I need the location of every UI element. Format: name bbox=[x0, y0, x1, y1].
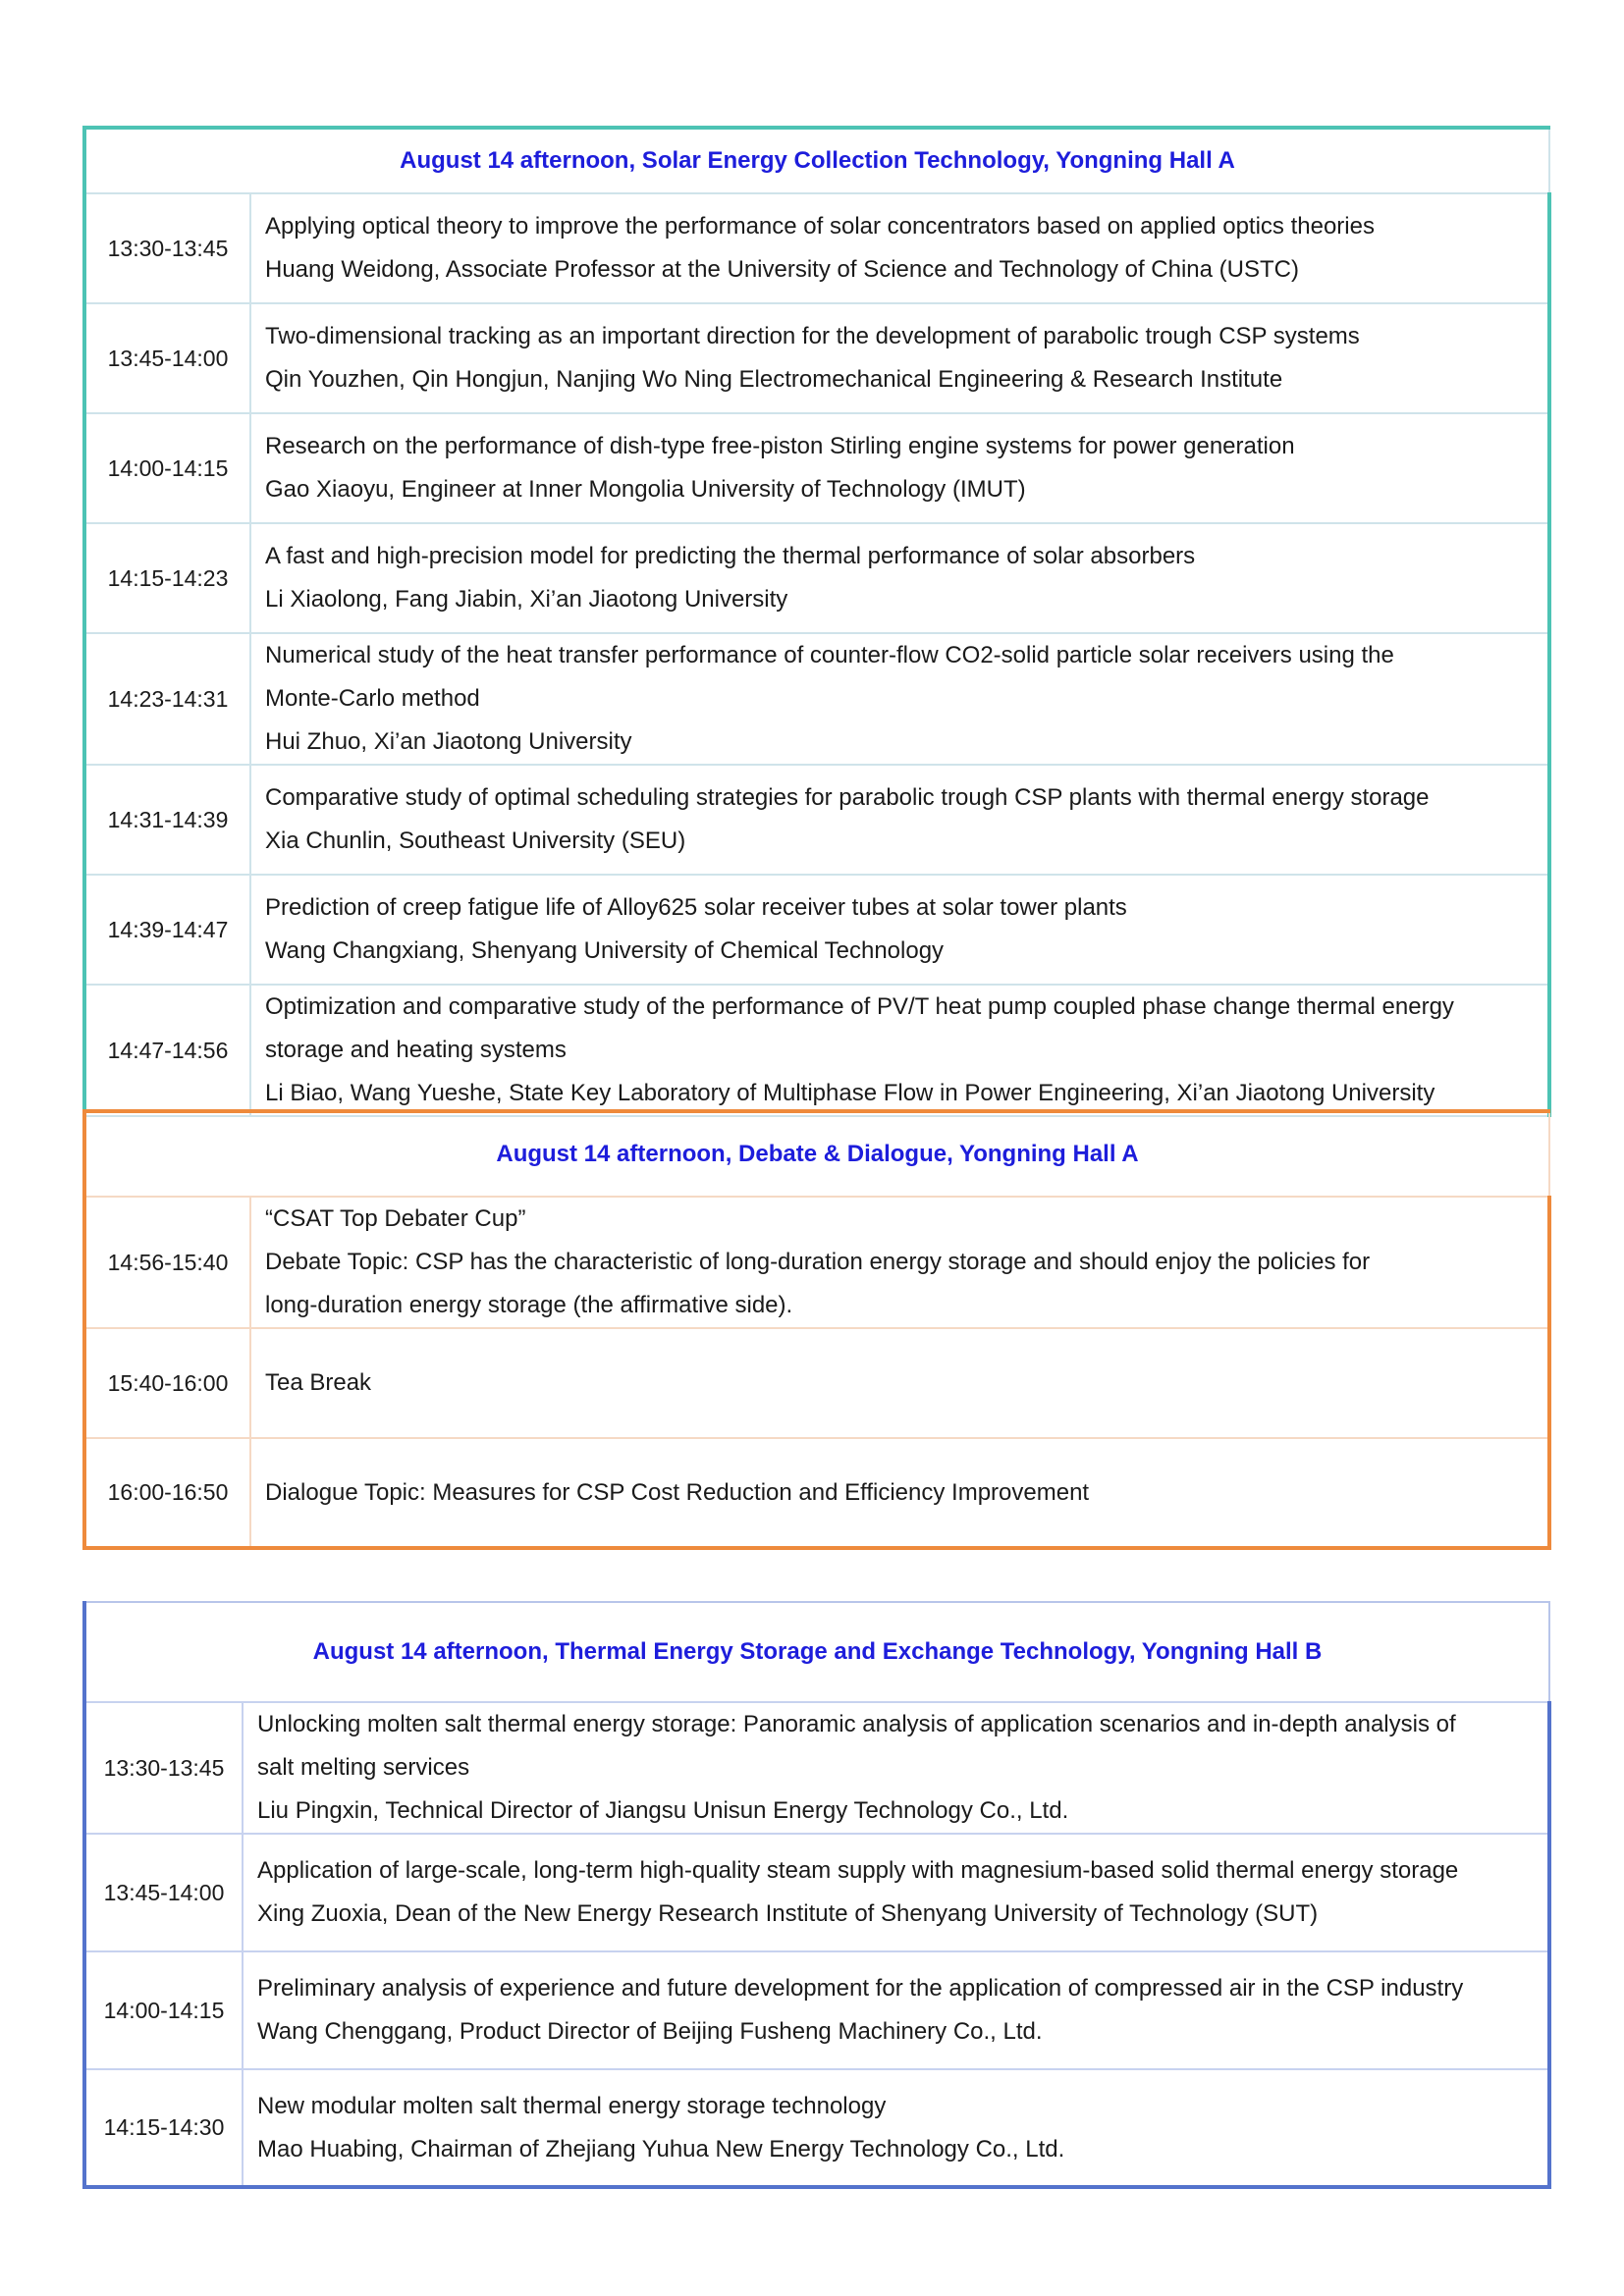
talk-speaker: Gao Xiaoyu, Engineer at Inner Mongolia University of Technology (IMUT) bbox=[265, 476, 1026, 503]
time-slot: 13:45-14:00 bbox=[84, 1834, 243, 1951]
table-row bbox=[84, 1328, 1549, 1438]
table-row bbox=[84, 633, 1549, 765]
time-slot: 14:47-14:56 bbox=[84, 985, 250, 1116]
talk-description bbox=[250, 413, 1549, 523]
talk-title-continued: storage and heating systems bbox=[265, 1037, 567, 1063]
talk-description bbox=[250, 875, 1549, 985]
time-slot: 16:00-16:50 bbox=[84, 1438, 250, 1548]
time-slot: 14:15-14:23 bbox=[84, 523, 250, 633]
talk-title: Application of large-scale, long-term high-quality steam supply with magnesium-based solid thermal energy storage bbox=[257, 1857, 1459, 1884]
table-row bbox=[84, 2069, 1549, 2187]
talk-title-continued: Monte-Carlo method bbox=[265, 685, 480, 712]
session-header-row bbox=[84, 1602, 1549, 1702]
talk-title: Two-dimensional tracking as an important direction for the development of parabolic trough CSP systems bbox=[265, 323, 1360, 349]
break-label: Tea Break bbox=[265, 1369, 372, 1396]
debate-topic-continued: long-duration energy storage (the affirmative side). bbox=[265, 1292, 793, 1318]
time-slot: 14:15-14:30 bbox=[84, 2069, 243, 2187]
talk-speaker: Wang Changxiang, Shenyang University of Chemical Technology bbox=[265, 937, 945, 964]
time-slot: 14:00-14:15 bbox=[84, 413, 250, 523]
talk-speaker: Li Biao, Wang Yueshe, State Key Laboratory of Multiphase Flow in Power Engineering, Xi’an Jiaotong University bbox=[265, 1080, 1435, 1106]
talk-description bbox=[250, 633, 1549, 765]
talk-description bbox=[250, 1328, 1549, 1438]
table-row bbox=[84, 875, 1549, 985]
talk-description bbox=[250, 303, 1549, 413]
table-row bbox=[84, 303, 1549, 413]
table-row bbox=[84, 1197, 1549, 1328]
talk-title: Numerical study of the heat transfer performance of counter-flow CO2-solid particle solar receivers using the bbox=[265, 642, 1394, 668]
table-row bbox=[84, 523, 1549, 633]
time-slot: 15:40-16:00 bbox=[84, 1328, 250, 1438]
table-row bbox=[84, 1834, 1549, 1951]
talk-speaker: Wang Chenggang, Product Director of Beijing Fusheng Machinery Co., Ltd. bbox=[257, 2018, 1043, 2045]
table-row bbox=[84, 193, 1549, 303]
time-slot: 13:45-14:00 bbox=[84, 303, 250, 413]
table-row bbox=[84, 1951, 1549, 2069]
talk-title: Applying optical theory to improve the performance of solar concentrators based on applied optics theories bbox=[265, 213, 1375, 240]
talk-speaker: Xing Zuoxia, Dean of the New Energy Research Institute of Shenyang University of Technology (SUT) bbox=[257, 1900, 1319, 1927]
time-slot: 13:30-13:45 bbox=[84, 193, 250, 303]
session-title: August 14 afternoon, Solar Energy Collection Technology, Yongning Hall A bbox=[84, 128, 1549, 193]
talk-title: Comparative study of optimal scheduling strategies for parabolic trough CSP plants with thermal energy storage bbox=[265, 784, 1430, 811]
session-title: August 14 afternoon, Debate & Dialogue, Yongning Hall A bbox=[84, 1111, 1549, 1197]
talk-title-continued: salt melting services bbox=[257, 1754, 470, 1781]
session-table-solar-collection bbox=[82, 126, 1551, 1117]
table-row bbox=[84, 765, 1549, 875]
talk-speaker: Qin Youzhen, Qin Hongjun, Nanjing Wo Ning Electromechanical Engineering & Research Institute bbox=[265, 366, 1283, 393]
talk-description bbox=[243, 2069, 1549, 2187]
time-slot: 14:39-14:47 bbox=[84, 875, 250, 985]
talk-speaker: Hui Zhuo, Xi’an Jiaotong University bbox=[265, 728, 632, 755]
time-slot: 14:31-14:39 bbox=[84, 765, 250, 875]
talk-description bbox=[250, 1197, 1549, 1328]
table-row bbox=[84, 1438, 1549, 1548]
talk-description bbox=[250, 985, 1549, 1116]
dialogue-topic: Dialogue Topic: Measures for CSP Cost Reduction and Efficiency Improvement bbox=[265, 1478, 1090, 1506]
talk-title: A fast and high-precision model for predicting the thermal performance of solar absorbers bbox=[265, 543, 1196, 569]
talk-speaker: Liu Pingxin, Technical Director of Jiangsu Unisun Energy Technology Co., Ltd. bbox=[257, 1797, 1069, 1824]
talk-title: Prediction of creep fatigue life of Alloy625 solar receiver tubes at solar tower plants bbox=[265, 894, 1127, 921]
talk-description bbox=[243, 1702, 1549, 1834]
talk-description bbox=[250, 765, 1549, 875]
session-table-debate-dialogue bbox=[82, 1109, 1551, 1550]
table-row bbox=[84, 1702, 1549, 1834]
talk-title: Research on the performance of dish-type free-piston Stirling engine systems for power generation bbox=[265, 433, 1295, 459]
talk-description bbox=[243, 1951, 1549, 2069]
session-header-row bbox=[84, 1111, 1549, 1197]
talk-speaker: Xia Chunlin, Southeast University (SEU) bbox=[265, 828, 686, 854]
session-header-row bbox=[84, 128, 1549, 193]
talk-description bbox=[243, 1834, 1549, 1951]
talk-speaker: Huang Weidong, Associate Professor at the University of Science and Technology of China (USTC) bbox=[265, 256, 1299, 283]
talk-title: Unlocking molten salt thermal energy storage: Panoramic analysis of application scenarios and in-depth analysis of bbox=[257, 1711, 1456, 1737]
session-table-thermal-storage bbox=[82, 1601, 1551, 2189]
time-slot: 13:30-13:45 bbox=[84, 1702, 243, 1834]
talk-speaker: Mao Huabing, Chairman of Zhejiang Yuhua New Energy Technology Co., Ltd. bbox=[257, 2135, 1065, 2163]
talk-title: New modular molten salt thermal energy storage technology bbox=[257, 2092, 887, 2119]
time-slot: 14:00-14:15 bbox=[84, 1951, 243, 2069]
table-row bbox=[84, 985, 1549, 1116]
talk-description bbox=[250, 1438, 1549, 1548]
session-title: August 14 afternoon, Thermal Energy Storage and Exchange Technology, Yongning Hall B bbox=[84, 1602, 1549, 1702]
talk-description bbox=[250, 193, 1549, 303]
talk-description bbox=[250, 523, 1549, 633]
debate-cup-name: “CSAT Top Debater Cup” bbox=[265, 1205, 526, 1232]
debate-topic: Debate Topic: CSP has the characteristic of long-duration energy storage and should enjoy the policies for bbox=[265, 1249, 1371, 1275]
time-slot: 14:23-14:31 bbox=[84, 633, 250, 765]
talk-title: Preliminary analysis of experience and future development for the application of compressed air in the CSP industry bbox=[257, 1975, 1464, 2002]
time-slot: 14:56-15:40 bbox=[84, 1197, 250, 1328]
talk-speaker: Li Xiaolong, Fang Jiabin, Xi’an Jiaotong University bbox=[265, 586, 788, 613]
talk-title: Optimization and comparative study of the performance of PV/T heat pump coupled phase change thermal energy bbox=[265, 993, 1454, 1020]
table-row bbox=[84, 413, 1549, 523]
